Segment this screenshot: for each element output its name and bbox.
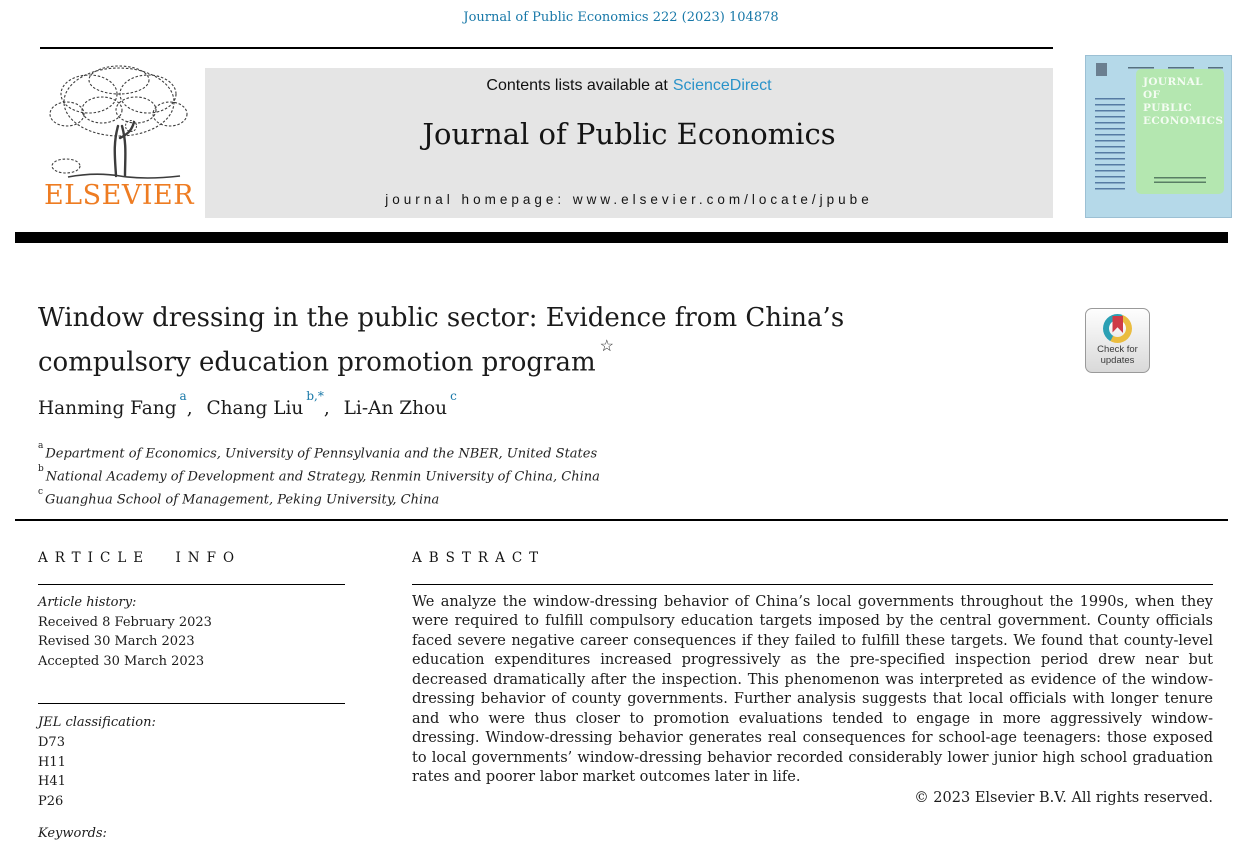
abstract-heading: ABSTRACT — [412, 550, 546, 566]
article-title-line2: compulsory education promotion program☆ — [38, 336, 614, 378]
author-1-affil-marker[interactable]: a — [179, 389, 187, 403]
article-history-label: Article history: — [38, 595, 137, 610]
journal-cover-thumbnail — [1085, 55, 1232, 218]
title-footnote-star[interactable]: ☆ — [599, 336, 614, 355]
article-info-rule — [38, 584, 345, 585]
elsevier-tree-icon — [40, 60, 198, 182]
author-3: Li-An Zhou$^c$ — [343, 389, 457, 420]
masthead-banner — [205, 68, 1053, 218]
cover-elsevier-mark — [1096, 63, 1107, 76]
jel-code: D73 — [38, 734, 65, 750]
copyright-notice: © 2023 Elsevier B.V. All rights reserved. — [914, 789, 1213, 806]
cover-editor-list-lines — [1095, 98, 1125, 190]
history-received: Received 8 February 2023 — [38, 614, 212, 630]
author-1: Hanming Fang$^a$, — [38, 389, 193, 420]
header-divider-bar — [15, 232, 1228, 243]
elsevier-logo — [36, 60, 202, 215]
affiliations — [38, 441, 600, 509]
history-accepted: Accepted 30 March 2023 — [38, 653, 205, 669]
check-updates-label: Check for updates — [1097, 344, 1138, 366]
jel-code: H11 — [38, 754, 66, 770]
journal-name: Journal of Public Economics — [422, 117, 836, 151]
affiliation-b: $^b$National Academy of Development and Strategy, Renmin University of China, China — [38, 463, 600, 485]
keywords-label: Keywords: — [38, 826, 107, 841]
author-2: Chang Liu$^{b,*}$, — [206, 389, 330, 420]
elsevier-wordmark: ELSEVIER — [43, 180, 195, 211]
contents-lists-text: Contents lists available at — [486, 77, 668, 94]
article-title-line1: Window dressing in the public sector: Evidence from China’s — [38, 303, 845, 333]
cover-bottom-text-lines — [1154, 177, 1206, 185]
author-3-affil-marker[interactable]: c — [450, 389, 457, 403]
jel-classification-block — [38, 713, 345, 812]
article-title — [38, 300, 958, 382]
sciencedirect-link[interactable]: ScienceDirect — [672, 77, 772, 94]
cover-journal-title: JOURNAL OF PUBLIC ECONOMICS — [1143, 76, 1224, 127]
section-divider-rule — [15, 519, 1228, 521]
cover-green-panel — [1136, 69, 1224, 194]
journal-homepage-link[interactable]: journal homepage: www.elsevier.com/locate/jpube — [385, 192, 873, 207]
journal-citation-link[interactable]: Journal of Public Economics 222 (2023) 104878 — [463, 10, 779, 25]
abstract-block — [412, 593, 1213, 808]
affiliation-c: $^c$Guanghua School of Management, Peking University, China — [38, 486, 440, 507]
authors-line — [38, 389, 457, 420]
jel-code: P26 — [38, 794, 64, 810]
jel-label: JEL classification: — [38, 715, 156, 730]
jel-code: H41 — [38, 774, 66, 790]
contents-lists-line — [205, 77, 1053, 95]
article-info-heading: ARTICLE INFO — [38, 550, 242, 566]
history-revised: Revised 30 March 2023 — [38, 634, 195, 650]
header-top-rule — [40, 47, 1053, 49]
abstract-rule — [412, 584, 1213, 585]
check-updates-ring-icon — [1103, 314, 1132, 343]
author-2-affil-marker[interactable]: b,* — [306, 389, 324, 403]
affiliation-a: $^a$Department of Economics, University of Pennsylvania and the NBER, United States — [38, 441, 598, 462]
bookmark-icon — [1112, 316, 1123, 333]
article-history-block — [38, 593, 345, 671]
jel-section-rule — [38, 703, 345, 704]
check-for-updates-badge[interactable] — [1085, 308, 1150, 373]
abstract-text: We analyze the window-dressing behavior of China’s local governments throughout the 1990s, when they were required to fulfill compulsory education targets imposed by the central government. County officials faced severe negative career consequences if they failed to fulfill these targets. We found that county-level education expenditures increased progressively as the pre-specified inspection period drew near but decreased dramatically after the inspection. This phenomenon was interpreted as evidence of the window-dressing behavior of county governments. Further analysis suggests that local officials with longer tenure and who were thus closer to promotion evaluations tended to engage in more aggressively window-dressing. Window-dressing behavior generates real consequences for school-age teenagers: those exposed to local governments’ window-dressing behavior recorded considerably lower junior high school graduation rates and poorer labor market outcomes later in life. — [412, 594, 1213, 786]
